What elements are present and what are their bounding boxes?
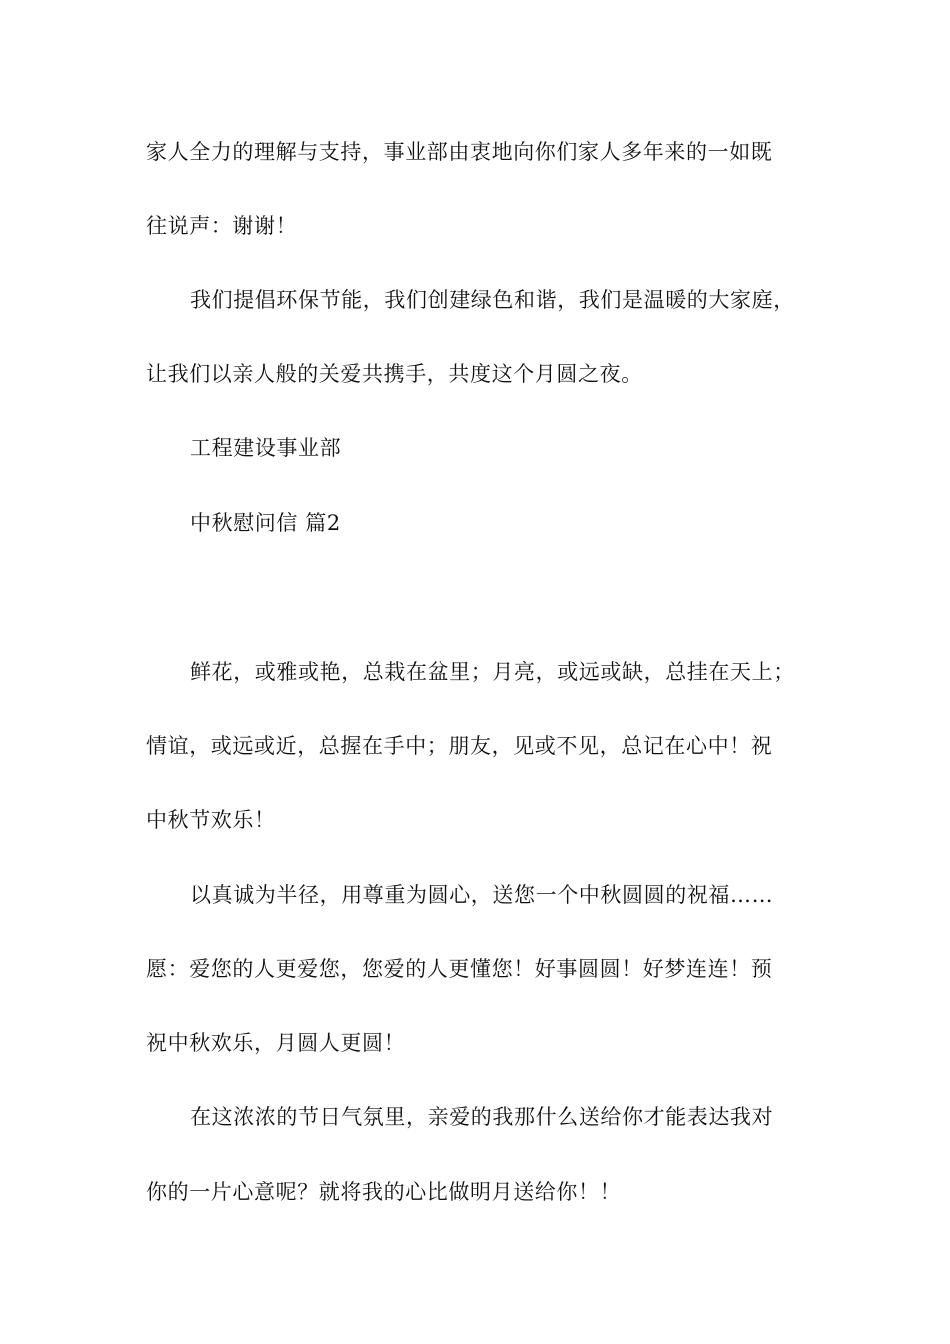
paragraph-line: 中秋节欢乐！ <box>146 808 276 832</box>
paragraph-line: 我们提倡环保节能，我们创建绿色和谐，我们是温暖的大家庭， <box>190 288 795 312</box>
paragraph-line: 你的一片心意呢？就将我的心比做明月送给你！！ <box>146 1180 622 1204</box>
paragraph-line: 情谊，或远或近，总握在手中；朋友，见或不见，总记在心中！祝 <box>146 734 773 758</box>
section-title: 中秋慰问信 篇2 <box>190 511 341 535</box>
paragraph-line: 家人全力的理解与支持，事业部由衷地向你们家人多年来的一如既 <box>146 140 773 164</box>
paragraph-line: 祝中秋欢乐，月圆人更圆！ <box>146 1031 406 1055</box>
paragraph-line: 愿：爱您的人更爱您，您爱的人更懂您！好事圆圆！好梦连连！预 <box>146 957 773 981</box>
signature-department: 工程建设事业部 <box>190 436 342 460</box>
paragraph-line: 在这浓浓的节日气氛里，亲爱的我那什么送给你才能表达我对 <box>190 1105 774 1129</box>
paragraph-line: 往说声：谢谢！ <box>146 214 298 238</box>
paragraph-line: 鲜花，或雅或艳，总栽在盆里；月亮，或远或缺，总挂在天上； <box>190 660 795 684</box>
paragraph-line: 以真诚为半径，用尊重为圆心，送您一个中秋圆圆的祝福…… <box>190 883 774 907</box>
paragraph-line: 让我们以亲人般的关爱共携手，共度这个月圆之夜。 <box>146 362 643 386</box>
